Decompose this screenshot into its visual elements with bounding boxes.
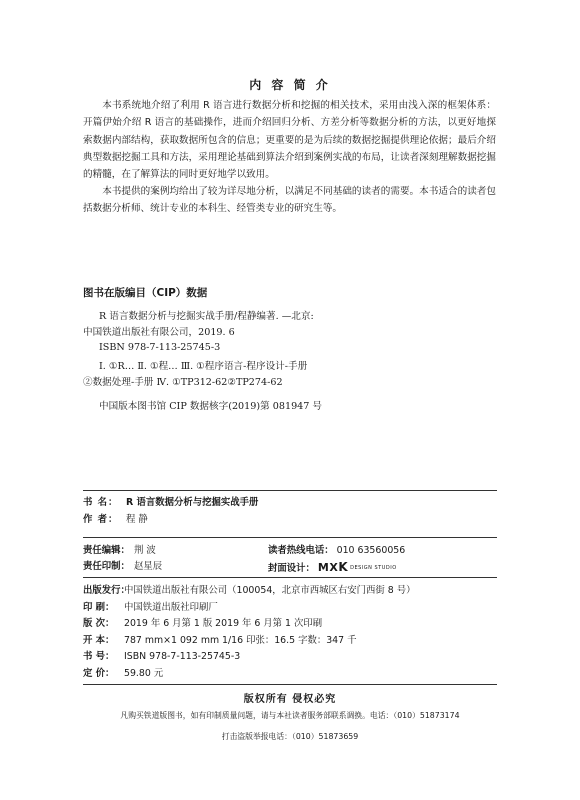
publisher-row [83, 583, 415, 600]
cip-isbn: ISBN 978-7-113-25745-3 [99, 342, 221, 353]
edition-value: 2019 年 6 月第 1 版 2019 年 6 月第 1 次印刷 [124, 618, 323, 629]
price-row [83, 666, 415, 683]
cip-entry-line-2: 中国铁道出版社有限公司，2019. 6 [83, 326, 235, 338]
format-label: 开 本： [83, 634, 115, 646]
hotline-label: 读者热线电话： [268, 545, 334, 556]
author-name: 程 静 [125, 514, 148, 525]
publisher-label: 出版发行： [83, 585, 130, 596]
price-label: 定 价： [83, 667, 115, 679]
divider-bottom [83, 684, 497, 685]
editor-name: 荆 波 [133, 545, 156, 556]
piracy-hotline: 打击盗版举报电话：（010）51873659 [221, 732, 359, 741]
summary-paragraph-1: 本书系统地介绍了利用 R 语言进行数据分析和挖掘的相关技术，采用由浅入深的框架体系：开篇伊始介绍 R 语言的基础操作，进而介绍回归分析、方差分析等数据分析的方法，以更好地探索数据内部结构，获取数据所包含的信息；更重要的是为后续的数据挖掘提供理论依据；最后介绍典型数据挖掘工具和方法，采用理论基础到算法介绍到案例实战的布局，让读者深刻理解数据挖掘的精髓，在了解算法的同时更好地学以致用。 [83, 100, 496, 181]
format-value: 787 mm×1 092 mm 1/16 印张：16.5 字数：347 千 [124, 634, 357, 646]
hotline-row [268, 543, 405, 560]
cip-subjects [83, 359, 308, 390]
cip-entry [83, 309, 314, 356]
isbn-row [83, 649, 415, 666]
printing-label: 印 刷： [83, 601, 115, 613]
divider-2 [83, 537, 497, 538]
author-row [83, 512, 148, 529]
summary-paragraph-2: 本书提供的案例均给出了较为详尽地分析，以满足不同基础的读者的需要。本书适合的读者包括数据分析师、统计专业的本科生、经管类专业的研究生等。 [83, 186, 496, 215]
cip-subject-line-2: ②数据处理-手册 Ⅳ. ①TP312-62②TP274-62 [83, 376, 283, 388]
book-name-row [83, 495, 258, 512]
printing-value: 中国铁道出版社印刷厂 [124, 601, 218, 613]
publication-info [83, 583, 415, 682]
printer-row [83, 559, 162, 576]
hotline-number: 010 63560056 [336, 545, 406, 556]
book-name: R 语言数据分析与挖掘实战手册 [125, 497, 259, 508]
editor-row [83, 543, 156, 560]
isbn-value: ISBN 978-7-113-25745-3 [124, 651, 241, 662]
divider-top [83, 490, 497, 491]
printer-name: 赵星辰 [133, 561, 163, 572]
summary-title: 内 容 简 介 [249, 78, 331, 92]
divider-3 [83, 577, 497, 578]
price-value: 59.80 元 [124, 667, 164, 679]
edition-row [83, 616, 415, 633]
edition-label: 版 次： [83, 618, 115, 629]
cover-design-label: 封面设计： [268, 563, 315, 574]
cip-entry-line-1: R 语言数据分析与挖掘实战手册/程静编著. —北京: [99, 311, 314, 322]
publisher-value: 中国铁道出版社有限公司（100054，北京市西城区右安门西街 8 号） [124, 585, 416, 596]
printing-row [83, 600, 415, 617]
format-row [83, 633, 415, 650]
rights-heading: 版权所有 侵权必究 [243, 694, 337, 705]
editor-label: 责任编辑： [83, 545, 130, 556]
cover-design-row [268, 559, 397, 578]
author-label: 作 者： [83, 514, 119, 525]
cip-heading: 图书在版编目（CIP）数据 [83, 287, 208, 299]
cip-subject-line-1: Ⅰ. ①R… Ⅱ. ①程… Ⅲ. ①程序语言-程序设计-手册 [99, 361, 308, 372]
cover-design-logo: MXK DESIGN STUDIO [317, 560, 397, 574]
service-notice: 凡购买铁道版图书，如有印制质量问题，请与本社读者服务部联系调换。电话：（010）51873174 [120, 711, 460, 720]
isbn-label: 书 号： [83, 651, 115, 662]
cip-number: 中国版本图书馆 CIP 数据核字(2019)第 081947 号 [99, 401, 323, 412]
book-name-label: 书 名： [83, 497, 119, 508]
printer-label: 责任印制： [83, 561, 130, 572]
